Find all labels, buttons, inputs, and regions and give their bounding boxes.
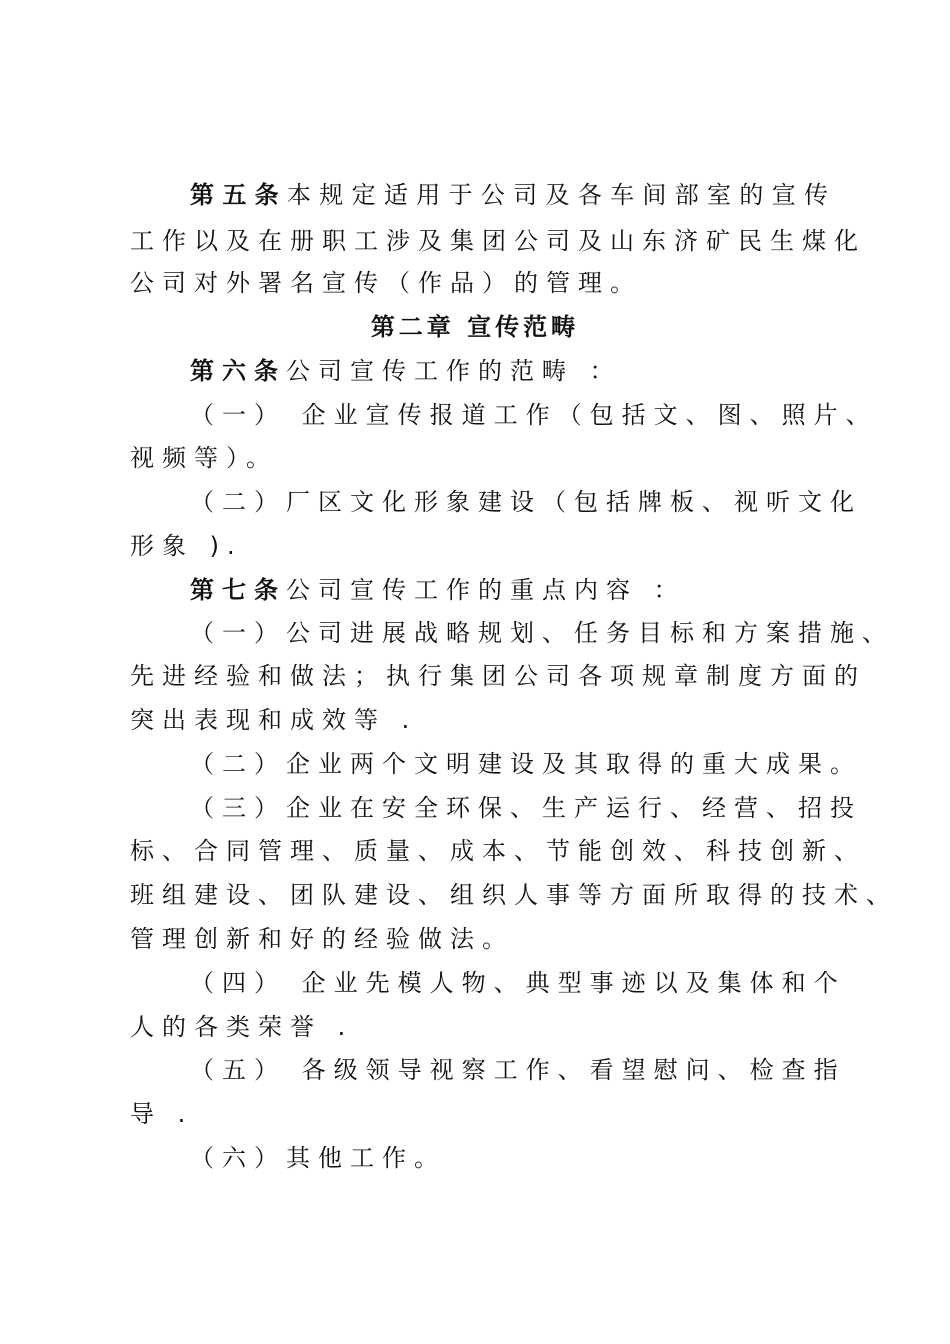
article5-text-line1: 本规定适用于公司及各车间部室的宣传 [286, 181, 837, 209]
article7-item4-line2: 人的各类荣誉 . [130, 1013, 354, 1041]
article6-line [190, 356, 622, 386]
article7-item1-line2: 先进经验和做法；执行集团公司各项规章制度方面的 [130, 662, 866, 690]
article7-item1-line1: （一）公司进展战略规划、任务目标和方案措施、 [190, 619, 894, 647]
chapter-title: 第二章 宣传范畴 [370, 313, 580, 341]
article7-item3-line3: 班组建设、团队建设、组织人事等方面所取得的技术、 [130, 881, 898, 909]
article6-item2-line1: （二）厂区文化形象建设（包括牌板、视听文化 [190, 488, 862, 516]
article6-item1-line2: 视频等）。 [130, 444, 278, 472]
article7-line [190, 575, 686, 605]
article7-item1-line3: 突出表现和成效等 . [130, 706, 418, 734]
article7-item4-line1: （四） 企业先模人物、典型事迹以及集体和个 [190, 969, 846, 997]
article7-item3-line4: 管理创新和好的经验做法。 [130, 925, 514, 953]
article5-line3: 公司对外署名宣传（作品）的管理。 [130, 269, 642, 297]
article7-item2: （二）企业两个文明建设及其取得的重大成果。 [190, 750, 862, 778]
article6-item2-line2: 形象 ). [130, 532, 243, 560]
article6-item1-line1: （一） 企业宣传报道工作（包括文、图、照片、 [190, 401, 878, 429]
article7-item5-line2: 导 . [130, 1100, 194, 1128]
article6-heading: 第六条 [190, 357, 286, 385]
article7-item5-line1: （五） 各级领导视察工作、看望慰问、检查指 [190, 1056, 846, 1084]
article5-line1 [190, 180, 836, 210]
article5-line2: 工作以及在册职工涉及集团公司及山东济矿民生煤化 [130, 227, 866, 255]
article7-item3-line1: （三）企业在安全环保、生产运行、经营、招投 [190, 794, 862, 822]
article7-item3-line2: 标、合同管理、质量、成本、节能创效、科技创新、 [130, 837, 866, 865]
article7-intro: 公司宣传工作的重点内容 ： [286, 576, 686, 604]
article5-heading: 第五条 [190, 181, 287, 209]
article6-intro: 公司宣传工作的范畴 ： [286, 357, 622, 385]
article7-heading: 第七条 [190, 576, 286, 604]
article7-item6: （六）其他工作。 [190, 1144, 446, 1172]
